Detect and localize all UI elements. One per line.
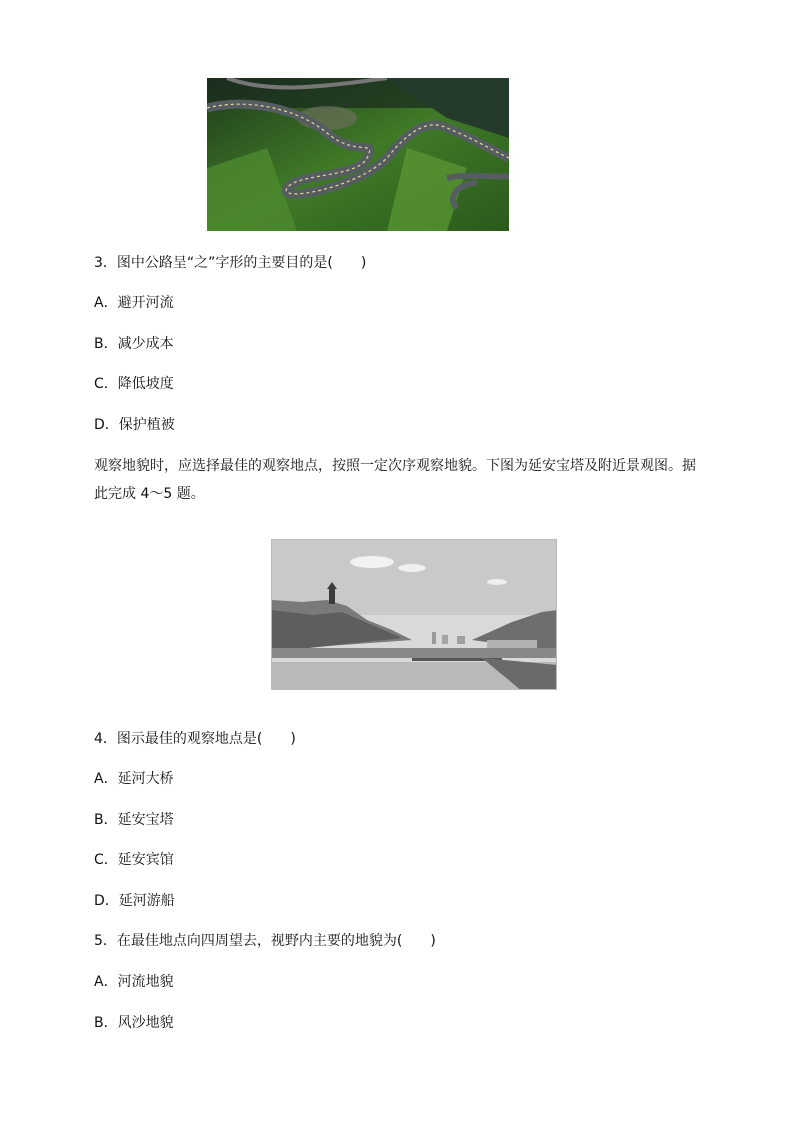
question-4-option-b: B．延安宝塔 — [94, 812, 174, 828]
question-3-option-a: A．避开河流 — [94, 295, 174, 311]
question-5-option-b: B．风沙地貌 — [94, 1015, 174, 1031]
winding-road-photo — [207, 78, 509, 231]
yanan-pagoda-photo — [271, 539, 557, 690]
question-3-option-d: D．保护植被 — [94, 417, 175, 433]
intro-paragraph: 观察地貌时，应选择最佳的观察地点，按照一定次序观察地貌。下图为延安宝塔及附近景观图。据此完成 4～5 题。 — [94, 458, 696, 502]
question-3-option-c: C．降低坡度 — [94, 376, 174, 392]
question-3-stem: 3．图中公路呈“之”字形的主要目的是( ) — [94, 255, 367, 271]
question-4-option-a: A．延河大桥 — [94, 771, 174, 787]
question-4-stem: 4．图示最佳的观察地点是( ) — [94, 731, 296, 747]
question-4-option-c: C．延安宾馆 — [94, 852, 174, 868]
question-3-option-b: B．减少成本 — [94, 336, 174, 352]
question-4-option-d: D．延河游船 — [94, 893, 175, 909]
question-5-option-a: A．河流地貌 — [94, 974, 174, 990]
question-5-stem: 5．在最佳地点向四周望去，视野内主要的地貌为( ) — [94, 933, 436, 949]
